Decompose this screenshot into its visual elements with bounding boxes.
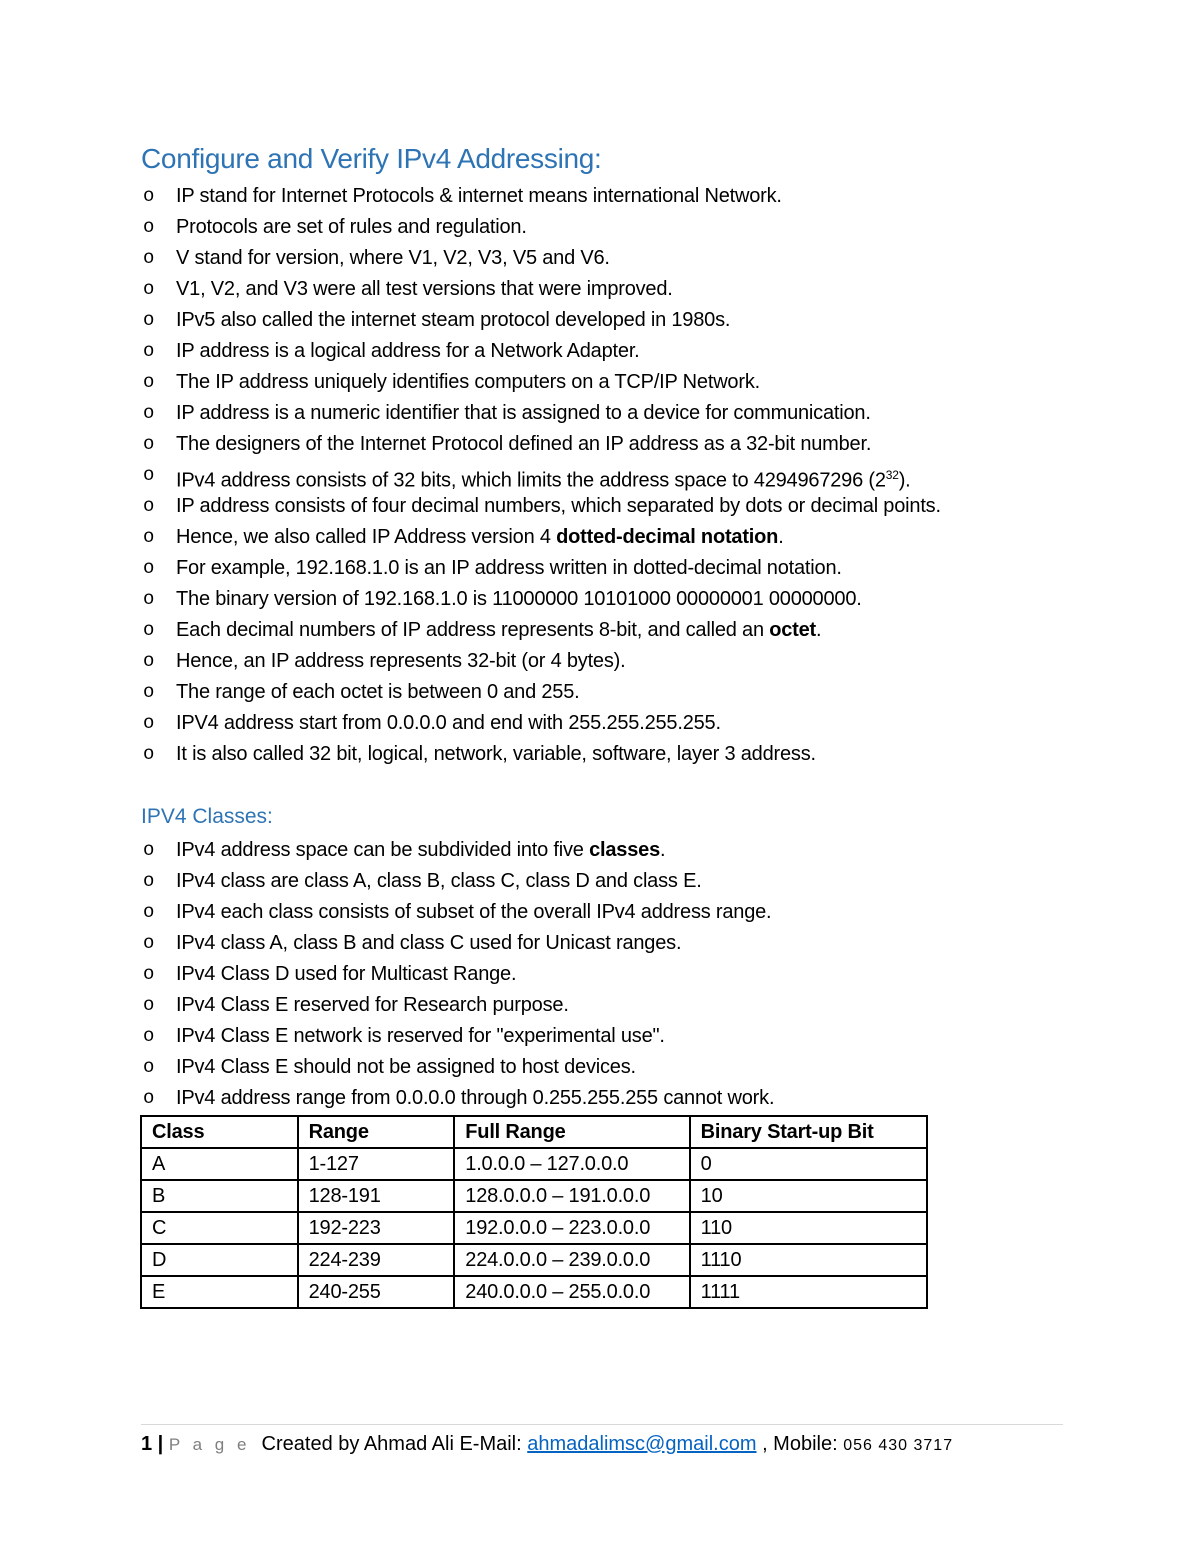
list-item: o Hence, an IP address represents 32-bit (or 4 bytes).: [141, 646, 1141, 677]
list-item-address-space: o IPv4 address consists of 32 bits, which limits the address space to 4294967296 $(2^{32})$.: [141, 460, 1141, 491]
table-cell: 1110: [690, 1244, 927, 1276]
classes-bullet-list: [141, 835, 1141, 1114]
table-cell: 0: [690, 1148, 927, 1180]
ipv4-classes-table: [140, 1115, 928, 1309]
footer-author: Created by Ahmad Ali E-Mail:: [261, 1433, 522, 1455]
list-item: o The range of each octet is between 0 and 255.: [141, 677, 1141, 708]
bullet-marker: o: [143, 1087, 155, 1109]
list-item: o IPv4 class are class A, class B, class C, class D and class E.: [141, 866, 1141, 897]
list-item: o V stand for version, where V1, V2, V3, V5 and V6.: [141, 243, 1141, 274]
bullet-marker: o: [143, 464, 155, 486]
bullet-marker: o: [143, 557, 155, 579]
list-item-classes: o IPv4 address space can be subdivided into five classes.: [141, 835, 1141, 866]
list-item: o IP address is a numeric identifier that is assigned to a device for communication.: [141, 398, 1141, 429]
table-cell: 128-191: [298, 1180, 455, 1212]
bullet-marker: o: [143, 994, 155, 1016]
table-row: [141, 1148, 927, 1180]
list-item-octet: o Each decimal numbers of IP address represents 8-bit, and called an octet.: [141, 615, 1141, 646]
bullet-marker: o: [143, 1056, 155, 1078]
list-item: o IP address is a logical address for a Network Adapter.: [141, 336, 1141, 367]
list-item: o IPv4 Class E should not be assigned to host devices.: [141, 1052, 1141, 1083]
bullet-marker: o: [143, 216, 155, 238]
table-cell: D: [141, 1244, 298, 1276]
bullet-marker: o: [143, 681, 155, 703]
page-number: 1 |: [141, 1433, 164, 1455]
page-title: Configure and Verify IPv4 Addressing:: [141, 143, 602, 174]
table-cell: 224-239: [298, 1244, 455, 1276]
list-item: o IPv4 class A, class B and class C used for Unicast ranges.: [141, 928, 1141, 959]
bullet-marker: o: [143, 340, 155, 362]
table-cell: 224.0.0.0 – 239.0.0.0: [454, 1244, 689, 1276]
footer-divider: [141, 1424, 1063, 1425]
bullet-marker: o: [143, 1025, 155, 1047]
list-item: o IPV4 address start from 0.0.0.0 and end with 255.255.255.255.: [141, 708, 1141, 739]
list-item: o IPv4 Class D used for Multicast Range.: [141, 959, 1141, 990]
table-cell: E: [141, 1276, 298, 1308]
bullet-marker: o: [143, 743, 155, 765]
table-cell: 1-127: [298, 1148, 455, 1180]
list-item: o IP stand for Internet Protocols & internet means international Network.: [141, 181, 1141, 212]
list-item: o It is also called 32 bit, logical, network, variable, software, layer 3 address.: [141, 739, 1141, 770]
bullet-marker: o: [143, 588, 155, 610]
bullet-marker: o: [143, 870, 155, 892]
bullet-marker: o: [143, 433, 155, 455]
page-label: P a g e: [168, 1435, 251, 1454]
bullet-marker: o: [143, 247, 155, 269]
column-header: Range: [298, 1116, 455, 1148]
table-cell: 192-223: [298, 1212, 455, 1244]
list-item: o IPv4 address range from 0.0.0.0 through 0.255.255.255 cannot work.: [141, 1083, 1141, 1114]
bullet-marker: o: [143, 712, 155, 734]
table-cell: 128.0.0.0 – 191.0.0.0: [454, 1180, 689, 1212]
footer-mobile-label: , Mobile:: [762, 1433, 838, 1455]
table-cell: 10: [690, 1180, 927, 1212]
table-row: [141, 1244, 927, 1276]
column-header: Binary Start-up Bit: [690, 1116, 927, 1148]
table-cell: 1111: [690, 1276, 927, 1308]
bullet-marker: o: [143, 185, 155, 207]
list-item: o IPv4 each class consists of subset of the overall IPv4 address range.: [141, 897, 1141, 928]
list-item: o Protocols are set of rules and regulation.: [141, 212, 1141, 243]
table-cell: 240-255: [298, 1276, 455, 1308]
bullet-marker: o: [143, 309, 155, 331]
bullet-marker: o: [143, 839, 155, 861]
bullet-marker: o: [143, 278, 155, 300]
bullet-marker: o: [143, 402, 155, 424]
bullet-marker: o: [143, 650, 155, 672]
page-footer: [141, 1430, 953, 1460]
table-cell: 240.0.0.0 – 255.0.0.0: [454, 1276, 689, 1308]
bullet-marker: o: [143, 901, 155, 923]
table-cell: B: [141, 1180, 298, 1212]
bullet-marker: o: [143, 526, 155, 548]
table-cell: C: [141, 1212, 298, 1244]
bullet-marker: o: [143, 963, 155, 985]
table-cell: 1.0.0.0 – 127.0.0.0: [454, 1148, 689, 1180]
table-row: [141, 1276, 927, 1308]
table-cell: 110: [690, 1212, 927, 1244]
email-link[interactable]: ahmadalimsc@gmail.com: [527, 1433, 757, 1455]
list-item: o V1, V2, and V3 were all test versions that were improved.: [141, 274, 1141, 305]
bullet-marker: o: [143, 619, 155, 641]
list-item: o IP address consists of four decimal numbers, which separated by dots or decimal points.: [141, 491, 1141, 522]
column-header: Class: [141, 1116, 298, 1148]
bullet-marker: o: [143, 495, 155, 517]
table-row: [141, 1180, 927, 1212]
table-row: [141, 1212, 927, 1244]
bullet-marker: o: [143, 932, 155, 954]
table-cell: A: [141, 1148, 298, 1180]
list-item: o The binary version of 192.168.1.0 is 11000000 10101000 00000001 00000000.: [141, 584, 1141, 615]
list-item: o IPv4 Class E reserved for Research purpose.: [141, 990, 1141, 1021]
ipv4-bullet-list: [141, 181, 1141, 770]
list-item: o The IP address uniquely identifies computers on a TCP/IP Network.: [141, 367, 1141, 398]
list-item: o IPv5 also called the internet steam protocol developed in 1980s.: [141, 305, 1141, 336]
table-cell: 192.0.0.0 – 223.0.0.0: [454, 1212, 689, 1244]
list-item: o IPv4 Class E network is reserved for "experimental use".: [141, 1021, 1141, 1052]
footer-mobile-number: 056 430 3717: [843, 1437, 954, 1454]
list-item: o The designers of the Internet Protocol defined an IP address as a 32-bit number.: [141, 429, 1141, 460]
table-header-row: [141, 1116, 927, 1148]
list-item-dotted-decimal: o Hence, we also called IP Address version 4 dotted-decimal notation.: [141, 522, 1141, 553]
bullet-marker: o: [143, 371, 155, 393]
column-header: Full Range: [454, 1116, 689, 1148]
list-item: o For example, 192.168.1.0 is an IP address written in dotted-decimal notation.: [141, 553, 1141, 584]
section-heading-classes: IPV4 Classes:: [141, 805, 273, 828]
